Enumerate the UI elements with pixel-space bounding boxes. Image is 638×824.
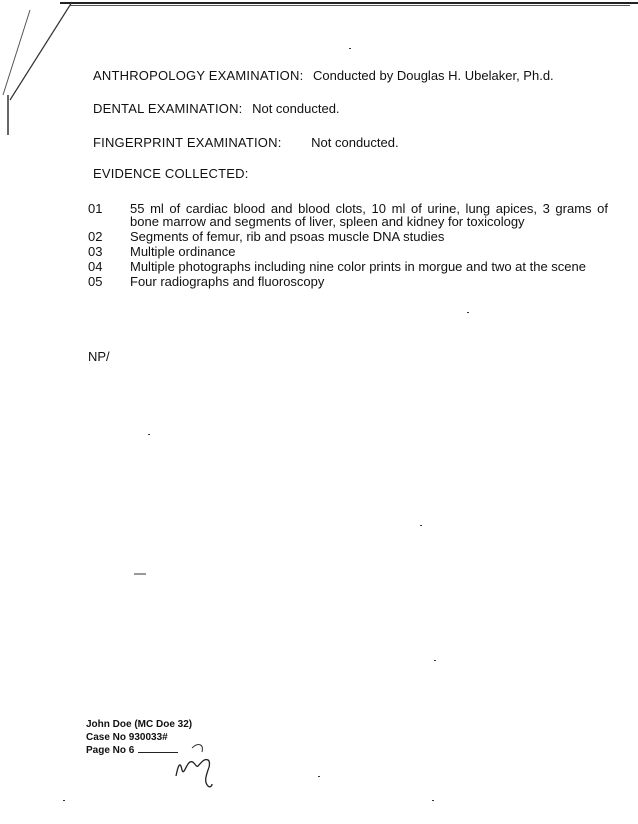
evidence-item-text: Segments of femur, rib and psoas muscle DNA studies — [130, 229, 445, 244]
fingerprint-label: FINGERPRINT EXAMINATION: — [93, 135, 282, 150]
evidence-item-text: Multiple photographs including nine color prints in morgue and two at the scene — [130, 259, 586, 274]
evidence-item — [88, 275, 608, 288]
evidence-section — [93, 166, 249, 181]
evidence-item-text: Multiple ordinance — [130, 244, 236, 259]
dental-value: Not conducted. — [252, 101, 340, 116]
footer-page-number: Page No 6 — [86, 745, 135, 756]
evidence-item-number: 03 — [88, 244, 103, 259]
fingerprint-value: Not conducted. — [311, 135, 399, 150]
scan-speck — [434, 660, 436, 661]
scan-speck — [432, 800, 434, 801]
evidence-item — [88, 245, 608, 258]
evidence-label: EVIDENCE COLLECTED: — [93, 166, 249, 181]
anthropology-value: Conducted by Douglas H. Ubelaker, Ph.d. — [313, 68, 554, 83]
evidence-item-number: 01 — [88, 201, 103, 216]
evidence-item — [88, 230, 608, 243]
footer-case-number: Case No 930033# — [86, 732, 168, 743]
evidence-item-text: 55 ml of cardiac blood and blood clots, 10 ml of urine, lung apices, 3 grams of bone marrow and segments of liver, spleen and kidney for toxicology — [130, 201, 608, 229]
anthropology-section — [93, 68, 554, 83]
evidence-item-text: Four radiographs and fluoroscopy — [130, 274, 325, 289]
dental-label: DENTAL EXAMINATION: — [93, 101, 243, 116]
scan-speck — [148, 434, 150, 435]
evidence-item-number: 02 — [88, 229, 103, 244]
dental-section — [93, 101, 340, 116]
evidence-item — [88, 260, 608, 273]
evidence-item-number: 04 — [88, 259, 103, 274]
scan-speck — [420, 525, 422, 526]
handwritten-initials-signature — [168, 726, 228, 790]
footer-case-name: John Doe (MC Doe 32) — [86, 719, 193, 730]
anthropology-label: ANTHROPOLOGY EXAMINATION: — [93, 68, 304, 83]
scan-speck — [349, 48, 351, 49]
evidence-item-number: 05 — [88, 274, 103, 289]
evidence-item — [88, 202, 608, 228]
scan-speck — [63, 800, 65, 801]
typist-initials: NP/ — [88, 349, 110, 364]
fingerprint-section — [93, 135, 399, 150]
scan-speck — [467, 312, 469, 313]
scan-speck — [318, 776, 320, 777]
evidence-list — [88, 202, 608, 290]
